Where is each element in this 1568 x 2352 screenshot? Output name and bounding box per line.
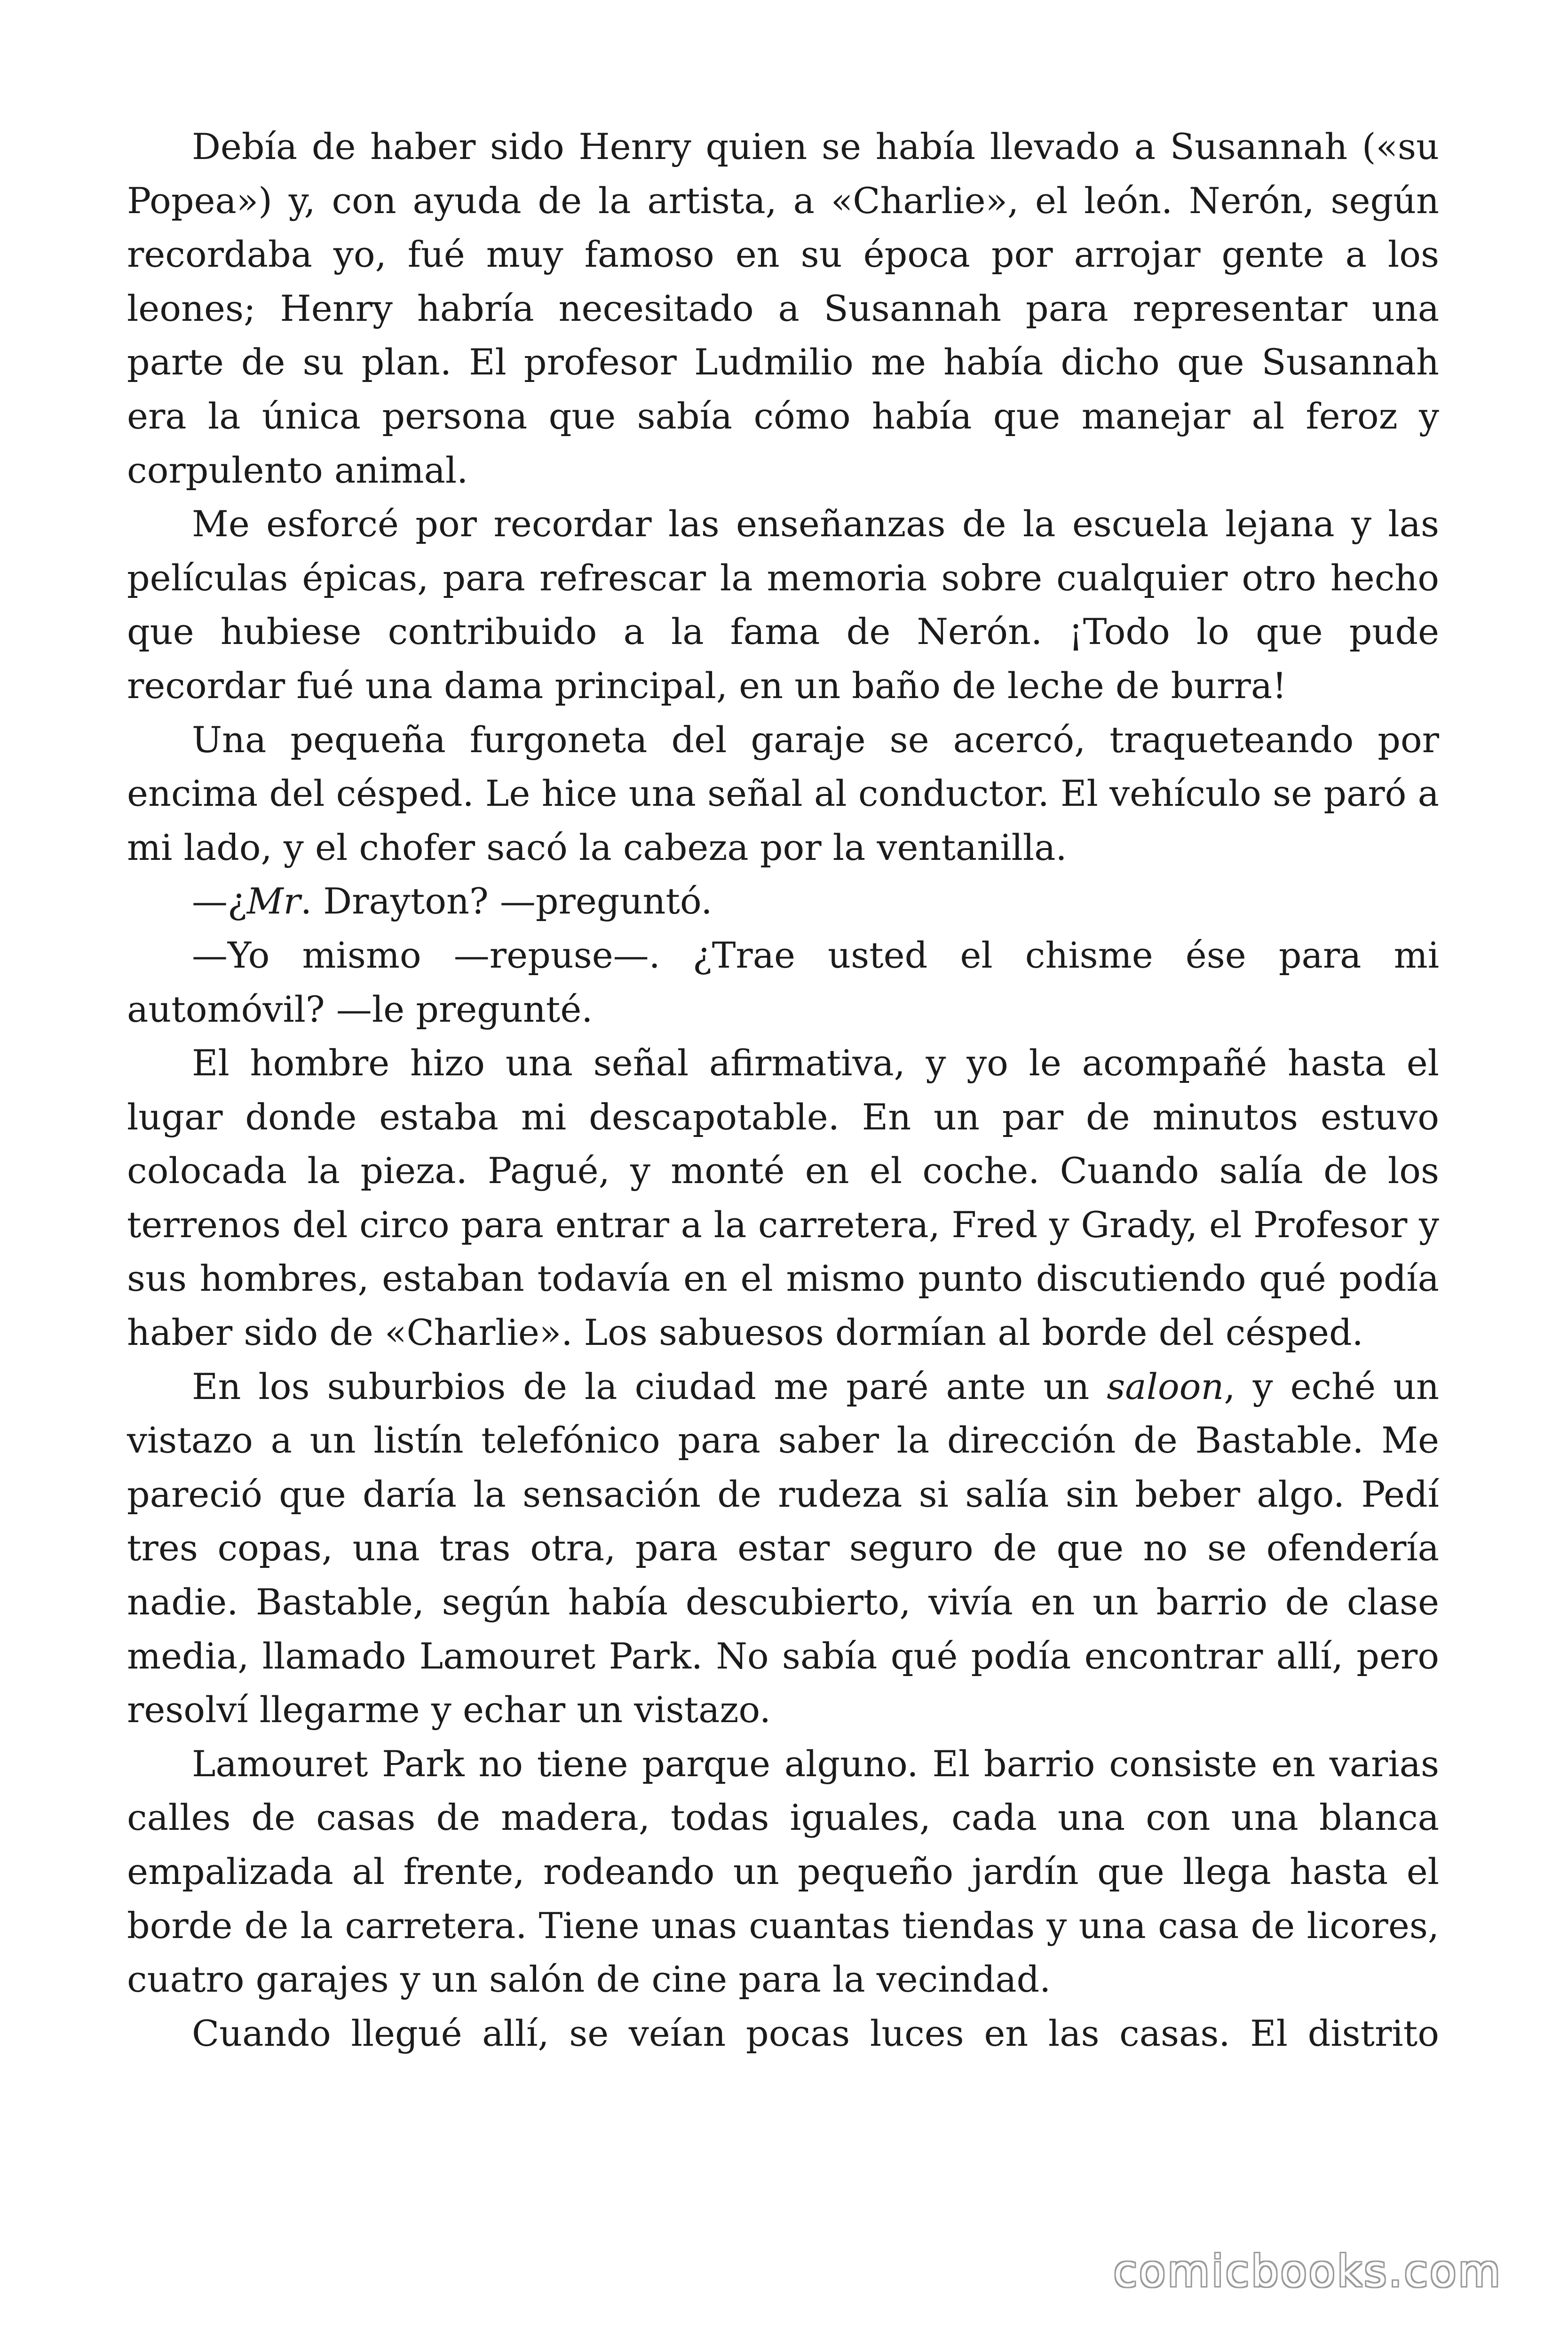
paragraph xyxy=(127,1737,1439,2007)
text-run: , y eché un vistazo a un listín telefónico para saber la dirección de Bastable. Me pareció que daría la sensación de rudeza si salía sin beber algo. Pedí tres copas, una tras otra, para estar seguro de que no se ofendería nadie. Bastable, según había descubierto, vivía en un barrio de clase media, llamado Lamouret Park. No sabía qué podía encontrar allí, pero resolví llegarme y echar un vistazo. xyxy=(127,1365,1439,1731)
text-run: Cuando llegué allí, se veían pocas luces en las casas. El distrito xyxy=(192,2012,1439,2054)
text-run: . Drayton? —preguntó. xyxy=(300,880,713,922)
watermark-text: comicbooks.com xyxy=(1113,2246,1502,2296)
italic-text: Mr xyxy=(246,880,301,922)
paragraph xyxy=(127,1036,1439,1360)
text-run: Una pequeña furgoneta del garaje se acercó, traqueteando por encima del césped. Le hice una señal al conductor. El vehículo se paró a mi lado, y el chofer sacó la cabeza por la ventanilla. xyxy=(127,718,1439,868)
paragraph xyxy=(127,1360,1439,1737)
text-run: Me esforcé por recordar las enseñanzas de la escuela lejana y las películas épicas, para refrescar la memoria sobre cualquier otro hecho que hubiese contribuido a la fama de Nerón. ¡Todo lo que pude recordar fué una dama principal, en un baño de leche de burra! xyxy=(127,503,1439,707)
paragraph xyxy=(127,929,1439,1036)
text-run: —Yo mismo —repuse—. ¿Trae usted el chisme ése para mi automóvil? —le pregunté. xyxy=(127,934,1439,1030)
paragraph xyxy=(127,713,1439,875)
paragraph xyxy=(127,874,1439,929)
italic-text: saloon xyxy=(1107,1365,1224,1407)
text-run: El hombre hizo una señal afirmativa, y yo le acompañé hasta el lugar donde estaba mi descapotable. En un par de minutos estuvo colocada la pieza. Pagué, y monté en el coche. Cuando salía de los terrenos del circo para entrar a la carretera, Fred y Grady, el Profesor y sus hombres, estaban todavía en el mismo punto discutiendo qué podía haber sido de «Charlie». Los sabuesos dormían al borde del césped. xyxy=(127,1042,1439,1354)
page-body xyxy=(127,120,1439,2060)
paragraph xyxy=(127,120,1439,497)
text-run: Debía de haber sido Henry quien se había llevado a Susannah («su Popea») y, con ayuda de la artista, a «Charlie», el león. Nerón, según recordaba yo, fué muy famoso en su época por arrojar gente a los leones; Henry habría necesitado a Susannah para representar una parte de su plan. El profesor Ludmilio me había dicho que Susannah era la única persona que sabía cómo había que manejar al feroz y corpulento animal. xyxy=(127,126,1439,491)
text-run: —¿ xyxy=(192,880,247,922)
text-run: En los suburbios de la ciudad me paré ante un xyxy=(192,1365,1107,1407)
paragraph xyxy=(127,497,1439,713)
paragraph xyxy=(127,2007,1439,2061)
text-run: Lamouret Park no tiene parque alguno. El barrio consiste en varias calles de casas de madera, todas iguales, cada una con una blanca empalizada al frente, rodeando un pequeño jardín que llega hasta el borde de la carretera. Tiene unas cuantas tiendas y una casa de licores, cuatro garajes y un salón de cine para la vecindad. xyxy=(127,1742,1439,2001)
